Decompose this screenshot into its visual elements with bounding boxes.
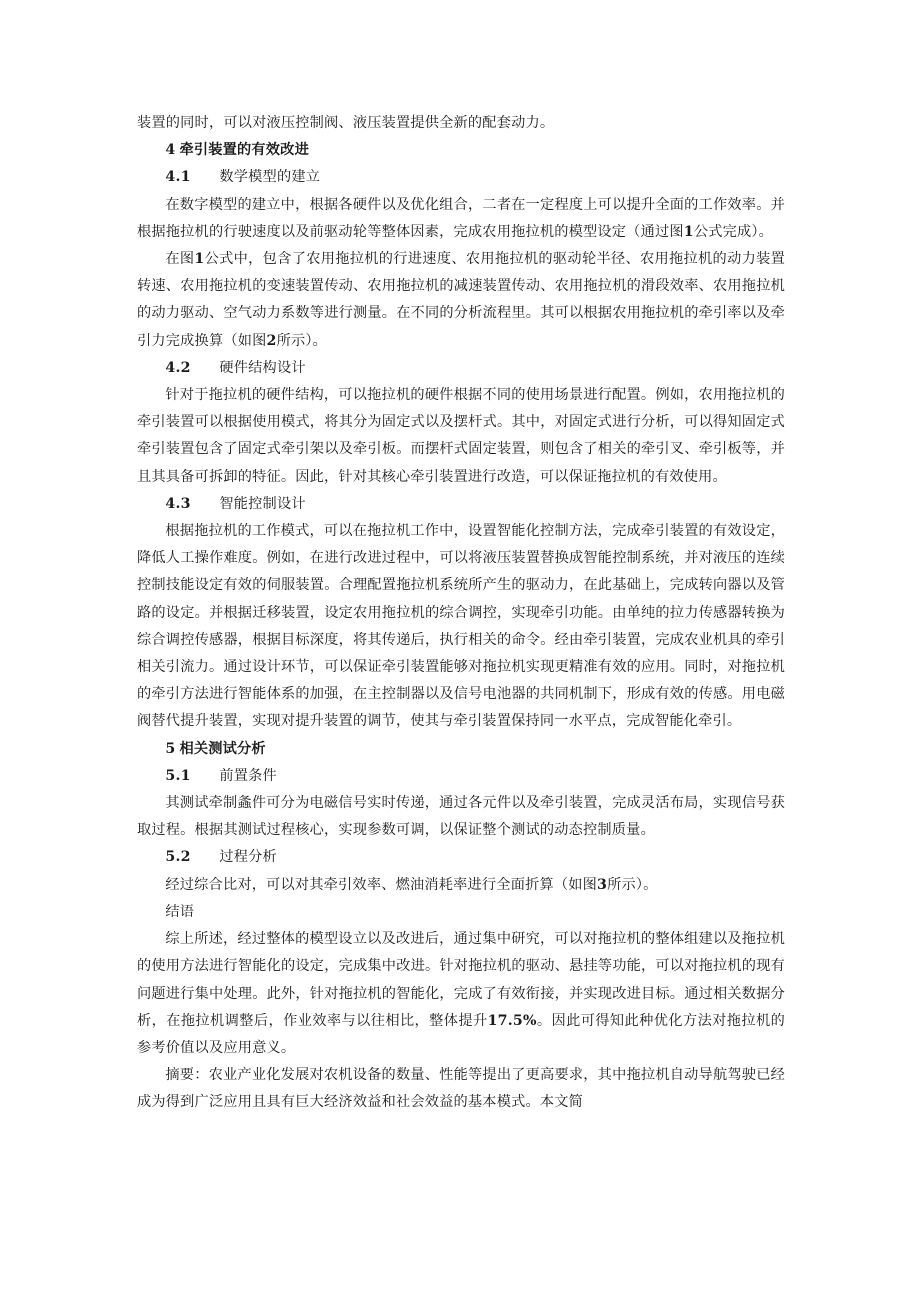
section-heading [137, 736, 785, 763]
bold-text: 17.5% [487, 1012, 537, 1029]
text-run: 综上所述，经过整体的模型设立以及改进后，通过集中研究，可以对拖拉机的整体组建以及拖拉机的使用方法进行智能化的设定，完成集中改进。针对拖拉机的驱动、悬挂等功能，可以对拖拉机的现有问题进行集中处理。此外，针对拖拉机的智能化，完成了有效衔接，并实现改进目标。通过相关数据分析，在拖拉机调整后，作业效率与以往相比，整体提升 [137, 931, 785, 1029]
text-run: 在图 [165, 251, 195, 268]
section-title: 智能控制设计 [219, 495, 306, 512]
section-number: 4.1 [165, 169, 191, 186]
text-run: 公式完成）。 [693, 223, 774, 240]
section-title: 数学模型的建立 [219, 169, 321, 186]
section-number: 4.2 [165, 359, 191, 376]
paragraph [137, 246, 785, 355]
paragraph [137, 110, 785, 137]
bold-text: 1 [194, 251, 205, 268]
section-title: 前置条件 [219, 767, 277, 784]
paragraph [137, 518, 785, 736]
text-run: 装置的同时，可以对液压控制阀、液压装置提供全新的配套动力。 [137, 115, 555, 131]
paragraph [137, 872, 785, 899]
paragraph [137, 790, 785, 844]
bold-text: 3 [597, 876, 608, 893]
section-heading [137, 491, 785, 518]
section-number: 5 [165, 740, 176, 757]
section-heading [137, 164, 785, 191]
text-run: 。因此可得知此种优化方法对拖拉机的参考价值以及应用意义。 [137, 1012, 785, 1056]
section-number: 4 [165, 142, 176, 159]
section-title: 相关测试分析 [179, 740, 266, 757]
text-run: 经过综合比对，可以对其牵引效率、燃油消耗率进行全面折算（如图 [165, 876, 598, 893]
text-run: 所示）。 [607, 876, 658, 893]
section-heading [137, 763, 785, 790]
text-run: 公式中，包含了农用拖拉机的行进速度、农用拖拉机的驱动轮半径、农用拖拉机的动力装置转速、农用拖拉机的变速装置传动、农用拖拉机的减速装置传动、农用拖拉机的滑段效率、农用拖拉机的动力驱动、空气动力系数等进行测量。在不同的分析流程里。其可以根据农用拖拉机的牵引率以及牵引力完成换算（如图 [137, 251, 785, 349]
section-heading [137, 844, 785, 871]
paragraph [137, 1062, 785, 1116]
section-number: 4.3 [165, 495, 191, 512]
section-heading [137, 899, 785, 926]
text-run: 根据拖拉机的工作模式，可以在拖拉机工作中，设置智能化控制方法，完成牵引装置的有效设定，降低人工操作难度。例如，在进行改进过程中，可以将液压装置替换成智能控制系统，并对液压的连续控制技能设定有效的伺服装置。合理配置拖拉机系统所产生的驱动力，在此基础上，完成转向器以及管路的设定。并根据迁移装置，设定农用拖拉机的综合调控，实现牵引功能。由单纯的拉力传感器转换为综合调控传感器，根据目标深度，将其传递后，执行相关的命令。经由牵引装置，完成农业机具的牵引相关引流力。通过设计环节，可以保证牵引装置能够对拖拉机实现更精准有效的应用。同时，对拖拉机的牵引方法进行智能体系的加强，在主控制器以及信号电池器的共同机制下，形成有效的传感。用电磁阀替代提升装置，实现对提升装置的调节，使其与牵引装置保持同一水平点，完成智能化牵引。 [137, 523, 785, 730]
bold-text: 1 [683, 223, 694, 240]
document-body [137, 110, 785, 1117]
text-run: 在数字模型的建立中，根据各硬件以及优化组合，二者在一定程度上可以提升全面的工作效率。并根据拖拉机的行驶速度以及前驱动轮等整体因素，完成农用拖拉机的模型设定（通过图 [137, 196, 785, 240]
section-number: 5.2 [165, 849, 191, 866]
section-heading [137, 137, 785, 164]
section-title: 牵引装置的有效改进 [179, 142, 309, 159]
section-number: 5.1 [165, 767, 191, 784]
section-title: 硬件结构设计 [219, 359, 306, 376]
paragraph [137, 382, 785, 491]
section-title: 过程分析 [219, 849, 277, 866]
text-run: 所示）。 [276, 332, 328, 349]
text-run: 其测试牵制螽件可分为电磁信号实时传递，通过各元件以及牵引装置，完成灵活布局，实现信号获取过程。根据其测试过程核心，实现参数可调，以保证整个测试的动态控制质量。 [137, 795, 785, 839]
section-heading [137, 355, 785, 382]
paragraph [137, 926, 785, 1062]
text-run: 摘要：农业产业化发展对农机设备的数量、性能等提出了更高要求，其中拖拉机自动导航驾驶已经成为得到广泛应用且具有巨大经济效益和社会效益的基本模式。本文简 [137, 1067, 785, 1111]
section-title: 结语 [165, 903, 195, 920]
paragraph [137, 192, 785, 246]
bold-text: 2 [266, 332, 277, 349]
text-run: 针对于拖拉机的硬件结构，可以拖拉机的硬件根据不同的使用场景进行配置。例如，农用拖拉机的牵引装置可以根据使用模式，将其分为固定式以及摆杆式。其中，对固定式进行分析，可以得知固定式牵引装置包含了固定式牵引架以及牵引板。而摆杆式固定装置，则包含了相关的牵引叉、牵引板等，并且其具备可拆卸的特征。因此，针对其核心牵引装置进行改造，可以保证拖拉机的有效使用。 [137, 387, 785, 485]
